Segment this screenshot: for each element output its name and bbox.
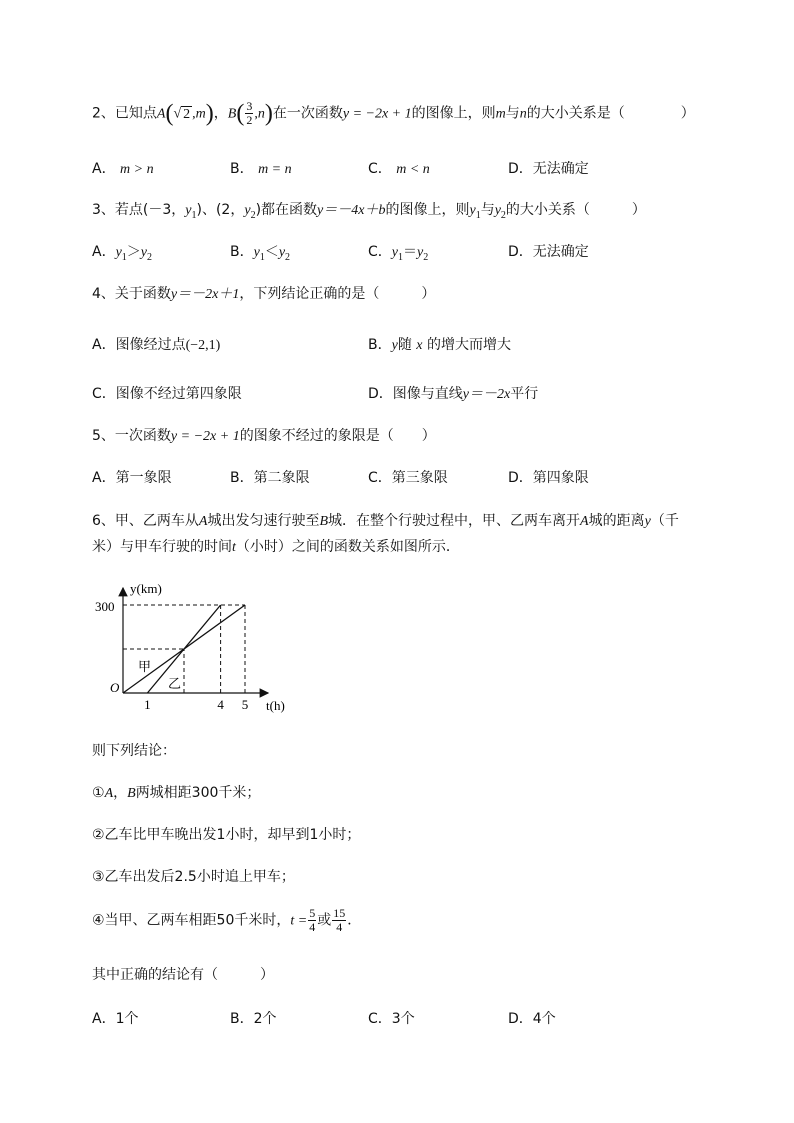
- x-tick-4: 4: [217, 697, 224, 712]
- q2-function: y = −2x + 1: [342, 106, 412, 122]
- point-a-label: A: [156, 106, 166, 122]
- statement-2: ②乙车比甲车晚出发1小时，却早到1小时；: [92, 827, 361, 843]
- q3-option-d[interactable]: D．无法确定: [508, 244, 589, 260]
- q5-option-c[interactable]: C．第三象限: [368, 470, 448, 486]
- series-label-jia: 甲: [138, 659, 152, 674]
- q4-option-b[interactable]: B．y随 x 的增大而增大: [368, 337, 511, 353]
- point-b-label: B: [227, 106, 237, 122]
- q4-option-c[interactable]: C．图像不经过第四象限: [92, 386, 242, 402]
- distance-time-graph: [88, 576, 298, 716]
- q3-option-c[interactable]: C．$y_1=y_2$: [368, 244, 429, 263]
- statement-3: ③乙车出发后2.5小时追上甲车；: [92, 869, 295, 885]
- series-label-yi: 乙: [168, 676, 182, 691]
- q6-option-c[interactable]: C．3个: [368, 1011, 415, 1027]
- question-2-stem: 2、已知点A(√ 2 ,m)，B( $\frac{3}{2}$ ,n)在一次函数y = −2x + 1的图像上，则m与n的大小关系是（ ）: [92, 99, 695, 127]
- y-tick-300: 300: [95, 599, 115, 614]
- statement-1: ①A，B两城相距300千米；: [92, 785, 261, 801]
- q2-option-d[interactable]: D．无法确定: [508, 161, 589, 177]
- q2-text: 2、已知点: [92, 105, 157, 122]
- origin-label: O: [110, 680, 120, 695]
- q3-option-a[interactable]: A．$y_1>y_2$: [92, 244, 153, 263]
- q6-then: 则下列结论：: [92, 743, 176, 759]
- q6-option-d[interactable]: D．4个: [508, 1011, 556, 1027]
- q5-option-a[interactable]: A．第一象限: [92, 470, 172, 486]
- question-4-stem: 4、关于函数y＝－2x＋1，下列结论正确的是（ ）: [92, 286, 436, 302]
- question-6-stem-line2: 米）与甲车行驶的时间t（小时）之间的函数关系如图所示．: [92, 539, 460, 555]
- question-5-stem: 5、一次函数y = −2x + 1的图象不经过的象限是（ ）: [92, 428, 436, 444]
- q4-function: y＝－2x＋1: [170, 287, 240, 302]
- q5-function: y = −2x + 1: [170, 429, 240, 444]
- series-lines: [123, 605, 245, 693]
- q2-option-a[interactable]: A． m > n: [92, 161, 154, 177]
- fraction-3-2: $\frac{3}{2}$: [246, 99, 253, 127]
- q5-option-d[interactable]: D．第四象限: [508, 470, 589, 486]
- q2-option-b[interactable]: B． m = n: [230, 161, 292, 177]
- statement-4: ④当甲、乙两车相距50千米时，t = $\frac{5}{4}$ 或 $\frac{15}{4}$ ．: [92, 906, 362, 934]
- q3-option-b[interactable]: B．$y_1<y_2$: [230, 244, 291, 263]
- q2-option-c[interactable]: C． m < n: [368, 161, 430, 177]
- q5-option-b[interactable]: B．第二象限: [230, 470, 310, 486]
- q2-m: m: [195, 106, 206, 122]
- x-tick-5: 5: [241, 697, 249, 712]
- q2-n: n: [257, 106, 265, 122]
- q6-option-b[interactable]: B．2个: [230, 1011, 277, 1027]
- sqrt-radicand: 2: [183, 106, 191, 122]
- question-6-stem-line1: 6、甲、乙两车从A城出发匀速行驶至B城．在整个行驶过程中，甲、乙两车离开A城的距离y（千: [92, 513, 679, 529]
- q6-question: 其中正确的结论有（ ）: [92, 967, 274, 983]
- question-3-stem: 3、若点(－3，$y_1$)、(2，$y_2$)都在函数y＝－4x＋b的图像上，则$y_1$与$y_2$的大小关系（ ）: [92, 202, 646, 221]
- q4-option-a[interactable]: A．图像经过点(−2,1): [92, 337, 221, 353]
- q4-option-d[interactable]: D．图像与直线y＝－2x平行: [368, 386, 539, 402]
- fraction-5-4: $\frac{5}{4}$: [309, 906, 316, 934]
- x-axis-label: t(h): [266, 698, 285, 713]
- q6-option-a[interactable]: A．1个: [92, 1011, 139, 1027]
- x-tick-1: 1: [144, 697, 151, 712]
- fraction-15-4: $\frac{15}{4}$: [333, 906, 346, 934]
- y-axis-label: y(km): [130, 581, 162, 596]
- q3-function: y＝－4x＋b: [317, 203, 386, 218]
